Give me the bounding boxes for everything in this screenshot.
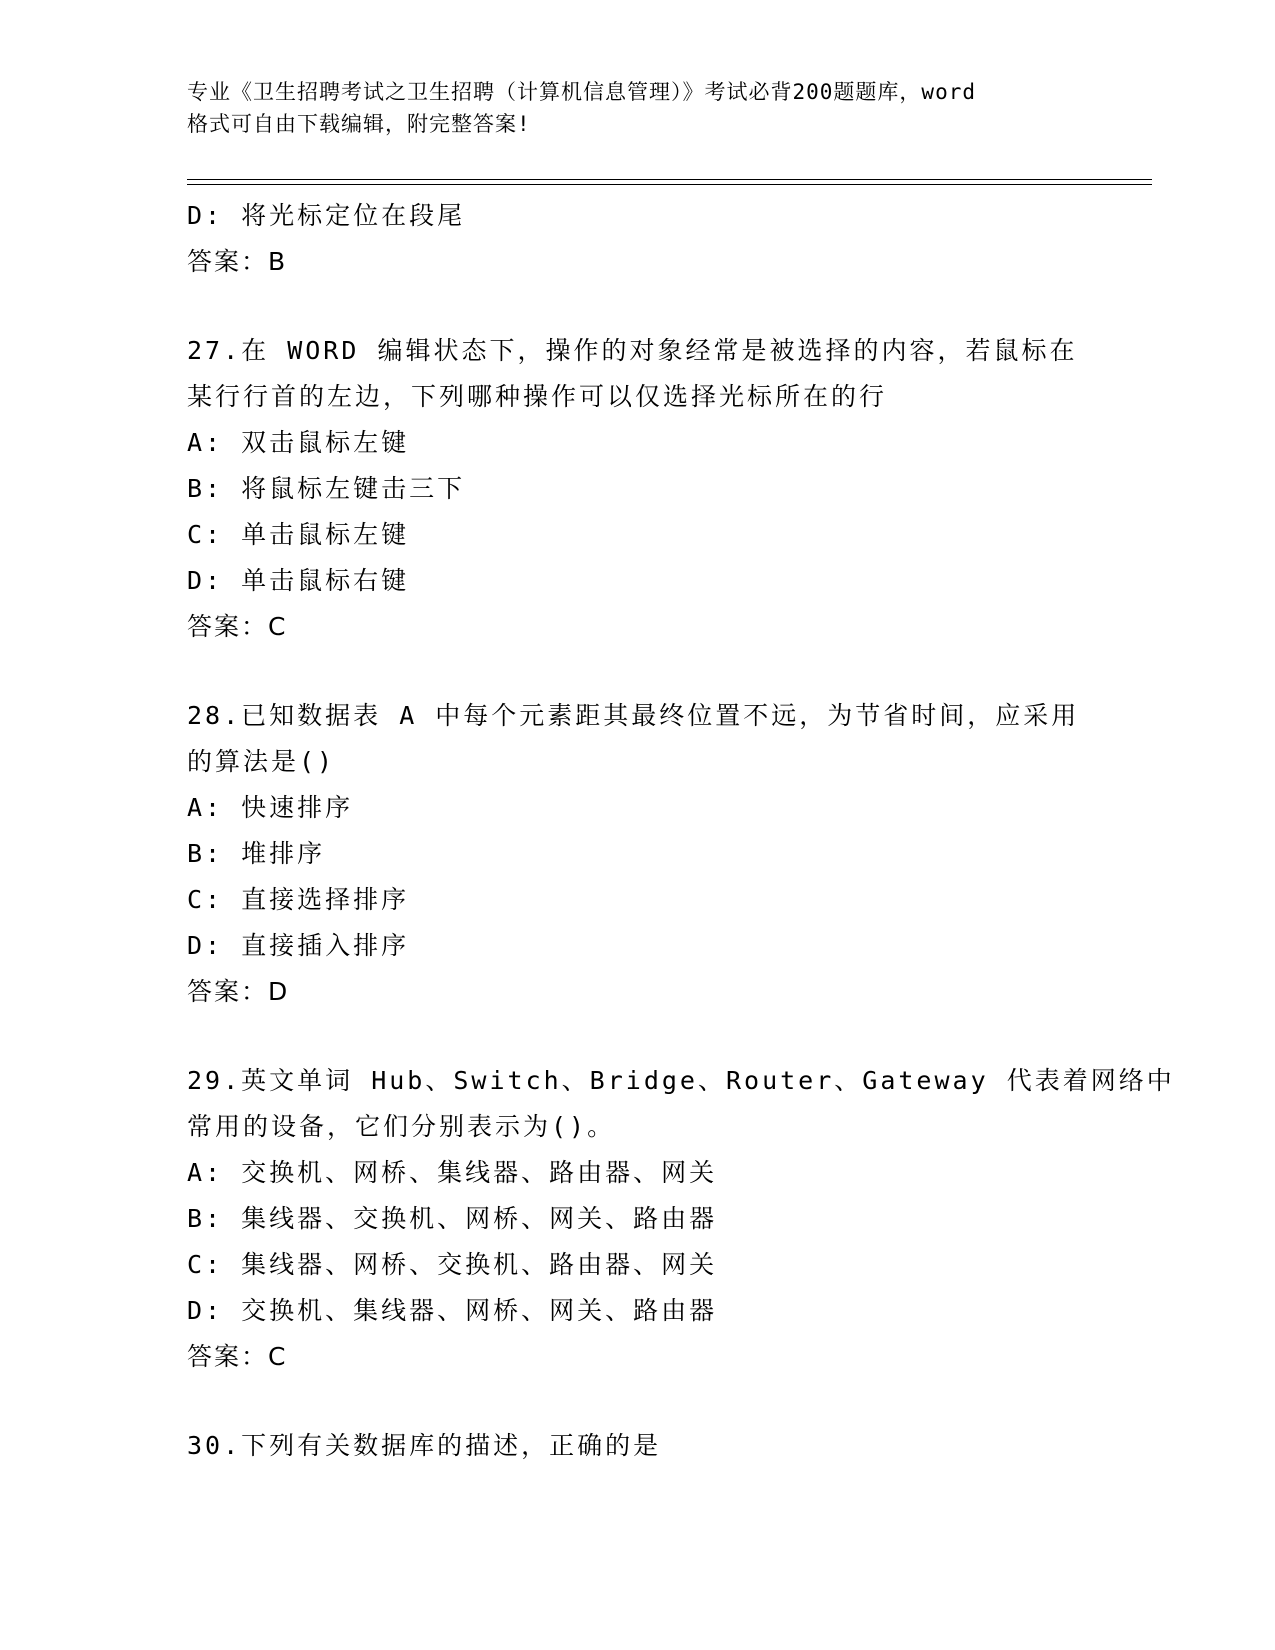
header-divider-bottom [187, 184, 1152, 185]
answer: 答案：D [187, 977, 290, 1006]
header-divider-top [187, 179, 1152, 180]
answer: 答案：C [187, 612, 288, 641]
option-b: B: 集线器、交换机、网桥、网关、路由器 [187, 1204, 718, 1233]
header-line-2: 格式可自由下载编辑，附完整答案! [187, 112, 531, 136]
prev-answer: 答案：B [187, 247, 288, 276]
option-b: B: 堆排序 [187, 839, 326, 868]
header-line-1: 专业《卫生招聘考试之卫生招聘（计算机信息管理）》考试必背200题题库，word [187, 80, 976, 104]
option-d: D: 交换机、集线器、网桥、网关、路由器 [187, 1296, 718, 1325]
prev-option-d: D: 将光标定位在段尾 [187, 201, 466, 230]
option-d: D: 直接插入排序 [187, 931, 410, 960]
question-stem-line: 的算法是() [187, 747, 336, 776]
option-a: A: 双击鼠标左键 [187, 428, 410, 457]
option-c: C: 集线器、网桥、交换机、路由器、网关 [187, 1250, 718, 1279]
question-28 [187, 693, 1087, 1015]
document-body [187, 193, 1175, 1469]
spacer [187, 1015, 1087, 1058]
option-b: B: 将鼠标左键击三下 [187, 474, 466, 503]
question-stem-line: 27.在 WORD 编辑状态下，操作的对象经常是被选择的内容，若鼠标在 [187, 336, 1078, 365]
option-c: C: 直接选择排序 [187, 885, 410, 914]
question-stem-line: 30.下列有关数据库的描述，正确的是 [187, 1431, 662, 1460]
question-stem-line: 某行行首的左边，下列哪种操作可以仅选择光标所在的行 [187, 382, 888, 411]
question-27 [187, 328, 1087, 650]
question-29 [187, 1058, 1175, 1380]
spacer [187, 285, 1087, 328]
question-stem-line: 常用的设备，它们分别表示为()。 [187, 1112, 616, 1141]
question-stem-line: 28.已知数据表 A 中每个元素距其最终位置不远，为节省时间，应采用 [187, 701, 1080, 730]
question-stem-line: 29.英文单词 Hub、Switch、Bridge、Router、Gateway 代表着网络中 [187, 1066, 1175, 1095]
answer: 答案：C [187, 1342, 288, 1371]
question-30 [187, 1423, 1087, 1469]
spacer [187, 650, 1087, 693]
option-a: A: 交换机、网桥、集线器、路由器、网关 [187, 1158, 718, 1187]
spacer [187, 1380, 1087, 1423]
option-a: A: 快速排序 [187, 793, 354, 822]
option-c: C: 单击鼠标左键 [187, 520, 410, 549]
option-d: D: 单击鼠标右键 [187, 566, 410, 595]
document-header [187, 76, 1087, 140]
